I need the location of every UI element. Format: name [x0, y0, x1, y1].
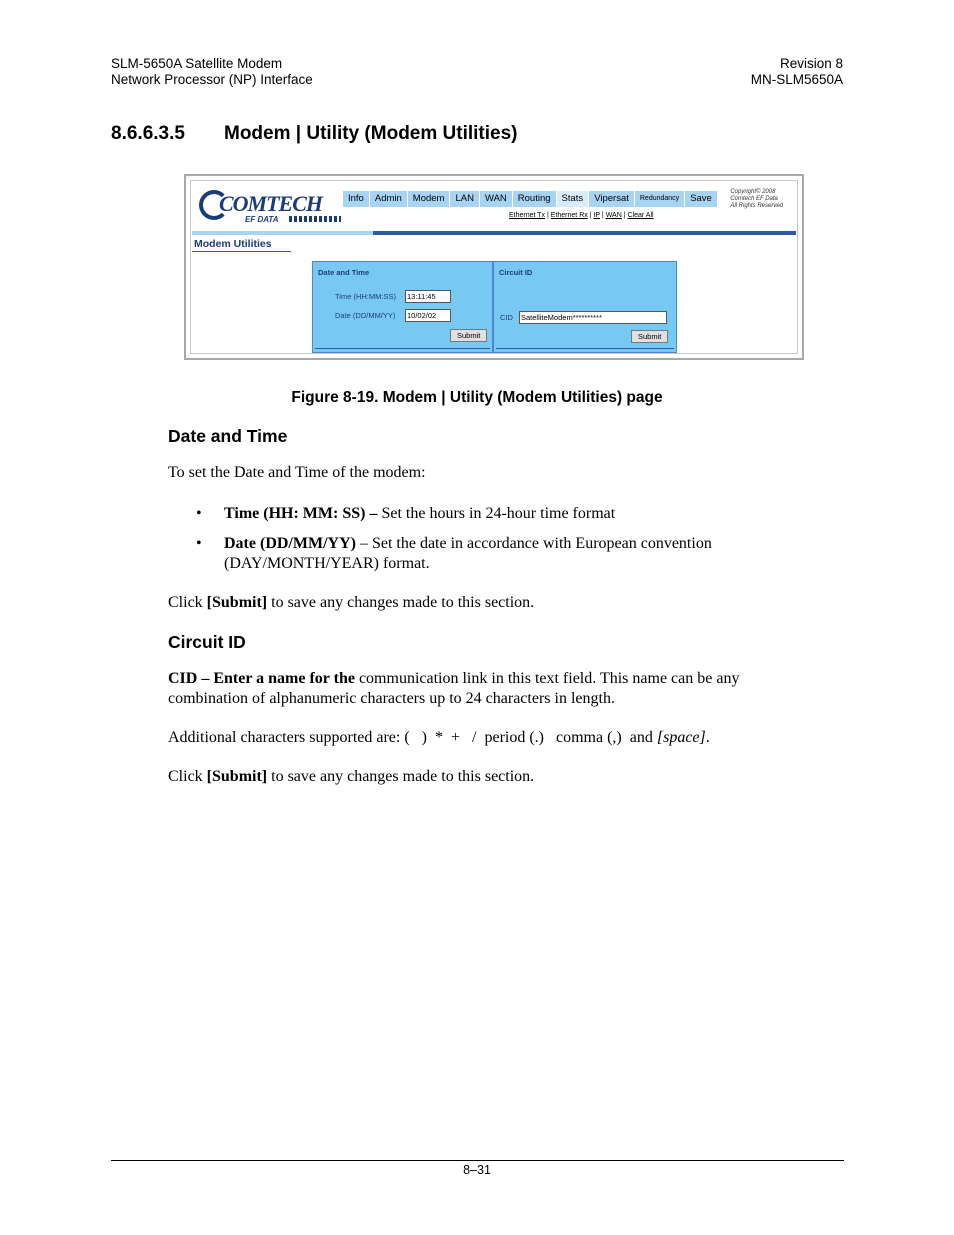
- nav-tabs: [343, 191, 718, 207]
- running-header-right: [751, 56, 843, 88]
- copyright-line: Comtech EF Data: [730, 196, 778, 202]
- note-submit-term: [Submit]: [206, 594, 268, 611]
- header-divider-bar: [192, 231, 796, 235]
- link-ethernet-tx[interactable]: Ethernet Tx: [509, 212, 546, 219]
- time-input[interactable]: 13:11:45: [405, 290, 451, 303]
- cid-submit-note: [168, 767, 808, 787]
- cid-desc-text: communication link in this text field. This name can be any combination of alphanumeric characters up to 24 characters in length.: [168, 670, 740, 707]
- link-wan[interactable]: WAN: [605, 212, 622, 219]
- date-label: Date (DD/MM/YY): [335, 311, 396, 320]
- screenshot-frame: [190, 180, 798, 354]
- date-input[interactable]: 10/02/02: [405, 309, 451, 322]
- page-number: 8–31: [463, 1163, 491, 1177]
- tab-admin[interactable]: Admin: [370, 191, 407, 207]
- tab-modem[interactable]: Modem: [408, 191, 450, 207]
- cid-submit-button[interactable]: Submit: [631, 330, 668, 343]
- header-revision: Revision 8: [779, 56, 843, 71]
- header-manual-number: MN-SLM5650A: [750, 72, 843, 87]
- bullet-date-desc: – Set the date in accordance with European convention (DAY/MONTH/YEAR) format.: [224, 535, 712, 572]
- chars-text: .: [705, 729, 710, 746]
- logo-bars-icon: [289, 216, 341, 222]
- link-clear-all[interactable]: Clear All: [627, 212, 654, 219]
- tab-wan[interactable]: WAN: [480, 191, 512, 207]
- cid-additional-chars: [168, 728, 808, 748]
- bullet-date-term: Date (DD/MM/YY): [224, 535, 356, 552]
- circuit-id-heading: Circuit ID: [168, 632, 246, 652]
- note-text: to save any changes made to this section.: [267, 768, 535, 785]
- copyright-line: All Rights Reserved: [730, 203, 783, 209]
- tab-save[interactable]: Save: [685, 191, 717, 207]
- cid-description: [168, 669, 808, 709]
- header-product: SLM-5650A Satellite Modem: [111, 56, 283, 71]
- running-header-left: [111, 56, 313, 88]
- tab-redundancy[interactable]: Redundancy: [635, 191, 684, 207]
- section-heading: Modem | Utility (Modem Utilities): [224, 123, 518, 144]
- date-time-submit-button[interactable]: Submit: [450, 329, 487, 342]
- time-label: Time (HH:MM:SS): [335, 292, 396, 301]
- date-time-legend: Date and Time: [318, 268, 370, 277]
- bullet-icon: •: [196, 535, 202, 552]
- tab-stats[interactable]: Stats: [557, 191, 589, 207]
- logo-wordmark: COMTECH: [219, 191, 323, 216]
- header-chapter: Network Processor (NP) Interface: [111, 72, 313, 87]
- date-time-intro: To set the Date and Time of the modem:: [168, 464, 426, 481]
- date-time-fieldset: [312, 261, 493, 353]
- bullet-time-term: Time (HH: MM: SS) –: [224, 505, 378, 522]
- date-time-heading: Date and Time: [168, 426, 288, 446]
- note-text: Click: [168, 594, 207, 611]
- cid-input[interactable]: SatelliteModem**********: [519, 311, 667, 324]
- figure-screenshot: [184, 174, 804, 360]
- tab-info[interactable]: Info: [343, 191, 369, 207]
- copyright-notice: [730, 189, 783, 210]
- section-title: [111, 123, 518, 145]
- footer-rule: [111, 1160, 844, 1161]
- fieldset-edge: [496, 348, 674, 349]
- tab-lan[interactable]: LAN: [450, 191, 478, 207]
- tab-vipersat[interactable]: Vipersat: [589, 191, 634, 207]
- date-time-submit-note: [168, 593, 808, 613]
- page-title: Modem Utilities: [194, 238, 272, 250]
- fieldset-edge: [315, 348, 490, 349]
- note-submit-term: [Submit]: [206, 768, 268, 785]
- tab-routing[interactable]: Routing: [513, 191, 556, 207]
- link-ip[interactable]: IP: [593, 212, 600, 219]
- figure-caption: Figure 8-19. Modem | Utility (Modem Utilities) page: [291, 389, 663, 406]
- link-ethernet-rx[interactable]: Ethernet Rx: [550, 212, 588, 219]
- sub-nav-links: Ethernet Tx | Ethernet Rx | IP | WAN | Clear All: [509, 212, 654, 219]
- logo-subtitle: EF DATA: [245, 215, 279, 224]
- section-number: 8.6.6.3.5: [111, 123, 185, 144]
- chars-text: Additional characters supported are: ( ) * + / period (.) comma (,) and: [168, 729, 657, 746]
- copyright-line: Copyright© 2008: [730, 189, 776, 195]
- note-text: to save any changes made to this section.: [267, 594, 535, 611]
- cid-term: CID – Enter a name for the: [168, 670, 355, 687]
- note-text: Click: [168, 768, 207, 785]
- comtech-logo: [197, 186, 347, 226]
- chars-space-term: [space]: [656, 729, 706, 746]
- bullet-icon: •: [196, 505, 202, 522]
- cid-label: CID: [500, 313, 513, 322]
- page-title-underline: [192, 251, 291, 252]
- circuit-id-fieldset: [493, 261, 677, 353]
- circuit-id-legend: Circuit ID: [499, 268, 533, 277]
- bullet-time-desc: Set the hours in 24-hour time format: [377, 505, 616, 522]
